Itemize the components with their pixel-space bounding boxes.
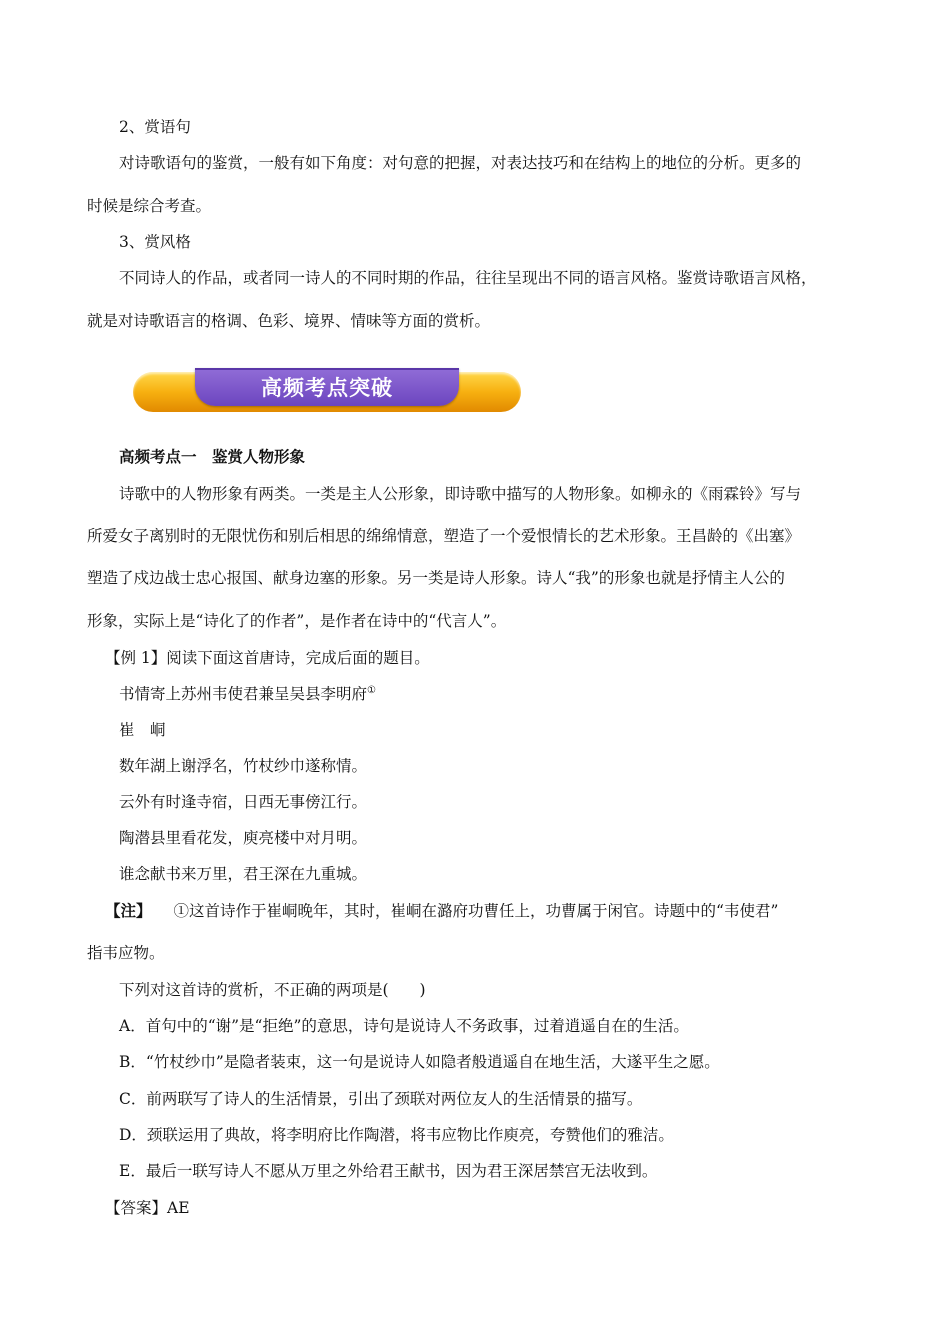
note (105, 901, 778, 921)
note-line1: ①这首诗作于崔峒晚年，其时，崔峒在潞府功曹任上，功曹属于闲官。诗题中的“韦使君” (173, 902, 779, 920)
point1-title: 高频考点一 鉴赏人物形象 (119, 447, 306, 466)
option-a: A．首句中的“谢”是“拒绝”的意思，诗句是说诗人不务政事，过着逍遥自在的生活。 (119, 1017, 689, 1035)
point1-paragraph-line2: 所爱女子离别时的无限忧伤和别后相思的绵绵情意，塑造了一个爱恨情长的艺术形象。王昌龄的《出塞》 (87, 527, 801, 545)
point1-paragraph-line4: 形象，实际上是“诗化了的作者”，是作者在诗中的“代言人”。 (87, 612, 507, 630)
section2-text-line1: 对诗歌语句的鉴赏，一般有如下角度：对句意的把握，对表达技巧和在结构上的地位的分析。更多的 (119, 154, 802, 172)
section3-text-line2: 就是对诗歌语言的格调、色彩、境界、情味等方面的赏析。 (87, 312, 491, 330)
section3-heading: 3、赏风格 (119, 233, 191, 251)
poem-title-footnote-mark: ① (367, 684, 376, 696)
note-line2: 指韦应物。 (87, 944, 165, 962)
example-intro: 【例 1】阅读下面这首唐诗，完成后面的题目。 (105, 649, 430, 667)
banner-label-box (195, 368, 459, 406)
poem-author: 崔 峒 (119, 721, 166, 739)
point1-paragraph-line3: 塑造了戍边战士忠心报国、献身边塞的形象。另一类是诗人形象。诗人“我”的形象也就是抒情主人公的 (87, 569, 785, 587)
question: 下列对这首诗的赏析，不正确的两项是( ) (119, 981, 426, 999)
section3-text-line1: 不同诗人的作品，或者同一诗人的不同时期的作品，往往呈现出不同的语言风格。鉴赏诗歌语言风格， (119, 269, 817, 287)
section-banner (133, 368, 521, 414)
banner-label: 高频考点突破 (261, 376, 393, 400)
note-label: 【注】 (105, 901, 152, 920)
section2-heading: 2、赏语句 (119, 118, 191, 136)
poem-verse-1: 数年湖上谢浮名，竹杖纱巾遂称情。 (119, 757, 368, 775)
option-e: E．最后一联写诗人不愿从万里之外给君王献书，因为君王深居禁宫无法收到。 (119, 1162, 658, 1180)
answer: 【答案】AE (105, 1199, 190, 1217)
poem-title-text: 书情寄上苏州韦使君兼呈吴县李明府 (119, 685, 368, 703)
option-b: B．“竹杖纱巾”是隐者装束，这一句是说诗人如隐者般逍遥自在地生活，大遂平生之愿。 (119, 1053, 720, 1071)
option-c: C．前两联写了诗人的生活情景，引出了颈联对两位友人的生活情景的描写。 (119, 1090, 643, 1108)
option-d: D．颈联运用了典故，将李明府比作陶潜，将韦应物比作庾亮，夸赞他们的雅洁。 (119, 1126, 674, 1144)
section2-text-line2: 时候是综合考查。 (87, 197, 212, 215)
point1-paragraph-line1: 诗歌中的人物形象有两类。一类是主人公形象，即诗歌中描写的人物形象。如柳永的《雨霖铃》写与 (119, 485, 802, 503)
poem-verse-2: 云外有时逢寺宿，日西无事傍江行。 (119, 793, 368, 811)
poem-title (119, 684, 376, 704)
poem-verse-3: 陶潜县里看花发，庾亮楼中对月明。 (119, 829, 368, 847)
poem-verse-4: 谁念献书来万里，君王深在九重城。 (119, 865, 368, 883)
